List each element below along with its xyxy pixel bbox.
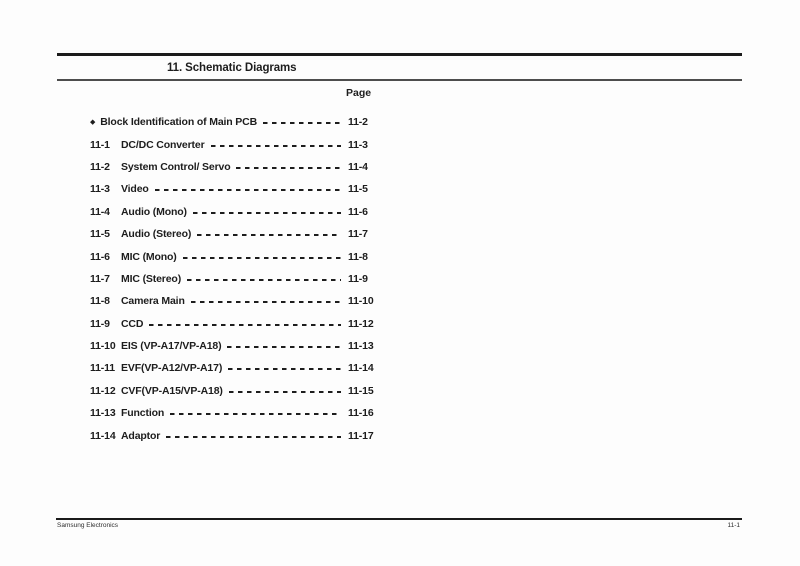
dashed-leader <box>211 145 341 147</box>
page-column-label: Page <box>346 87 372 99</box>
toc-item-title: System Control/ Servo <box>121 160 231 173</box>
toc-item-page: 11-12 <box>348 317 374 330</box>
toc-item-number: 11-1 <box>90 138 110 151</box>
dashed-leader <box>149 324 341 326</box>
dashed-leader <box>166 436 341 438</box>
toc-row <box>90 223 374 245</box>
toc-row <box>90 402 374 424</box>
toc-item-title: Video <box>121 183 149 196</box>
toc-row <box>90 156 374 178</box>
toc-item-page: 11-7 <box>348 228 368 241</box>
toc-item-title: Block Identification of Main PCB <box>100 116 258 129</box>
toc-item-number: 11-4 <box>90 205 110 218</box>
toc-item-title: Audio (Stereo) <box>121 228 192 241</box>
toc-row <box>90 111 374 133</box>
footer-page-number: 11-1 <box>727 522 740 529</box>
toc-item-page: 11-15 <box>348 384 374 397</box>
toc-item-page: 11-2 <box>348 116 368 129</box>
toc-row <box>90 201 374 223</box>
toc-item-title: Camera Main <box>121 295 185 308</box>
toc-row <box>90 133 374 155</box>
footer-rule <box>56 518 742 520</box>
toc-item-page: 11-9 <box>348 272 368 285</box>
toc-item-title: MIC (Stereo) <box>121 272 182 285</box>
toc-item-number: 11-8 <box>90 295 110 308</box>
toc-list <box>90 111 374 447</box>
toc-item-page: 11-8 <box>348 250 368 263</box>
toc-item-number: 11-9 <box>90 317 110 330</box>
dashed-leader <box>193 212 341 214</box>
header-rule-bottom <box>57 79 742 81</box>
toc-item-title: Function <box>121 407 165 420</box>
dashed-leader <box>187 279 341 281</box>
toc-item-page: 11-10 <box>348 295 374 308</box>
toc-row <box>90 380 374 402</box>
toc-item-number: 11-10 <box>90 340 116 353</box>
footer <box>57 522 740 529</box>
dashed-leader <box>170 413 341 415</box>
toc-row <box>90 335 374 357</box>
toc-row <box>90 268 374 290</box>
toc-row <box>90 245 374 267</box>
toc-item-page: 11-16 <box>348 407 374 420</box>
dashed-leader <box>227 346 341 348</box>
toc-item-title: Adaptor <box>121 429 161 442</box>
toc-item-number: 11-6 <box>90 250 110 263</box>
toc-item-page: 11-13 <box>348 340 374 353</box>
toc-item-number: 11-5 <box>90 228 110 241</box>
toc-item-page: 11-14 <box>348 362 374 375</box>
dashed-leader <box>228 368 341 370</box>
toc-row <box>90 424 374 446</box>
toc-row <box>90 357 374 379</box>
toc-item-number: ◆ <box>90 118 96 126</box>
toc-item-number: 11-12 <box>90 384 116 397</box>
toc-item-page: 11-3 <box>348 138 368 151</box>
toc-item-title: EVF(VP-A12/VP-A17) <box>121 362 223 375</box>
toc-item-page: 11-6 <box>348 205 368 218</box>
toc-item-number: 11-2 <box>90 160 110 173</box>
header-rule-top <box>57 53 742 56</box>
toc-item-title: CVF(VP-A15/VP-A18) <box>121 384 223 397</box>
toc-item-number: 11-14 <box>90 429 116 442</box>
toc-item-title: Audio (Mono) <box>121 205 187 218</box>
dashed-leader <box>229 391 341 393</box>
dashed-leader <box>183 257 341 259</box>
toc-item-title: EIS (VP-A17/VP-A18) <box>121 340 222 353</box>
dashed-leader <box>155 189 341 191</box>
toc-item-page: 11-5 <box>348 183 368 196</box>
toc-row <box>90 313 374 335</box>
dashed-leader <box>197 234 341 236</box>
toc-item-page: 11-4 <box>348 160 368 173</box>
toc-item-number: 11-3 <box>90 183 110 196</box>
footer-company: Samsung Electronics <box>57 522 119 529</box>
page-title: 11. Schematic Diagrams <box>167 62 297 74</box>
toc-item-page: 11-17 <box>348 429 374 442</box>
toc-item-number: 11-11 <box>90 362 115 375</box>
toc-row <box>90 290 374 312</box>
toc-item-title: DC/DC Converter <box>121 138 205 151</box>
toc-item-number: 11-13 <box>90 407 116 420</box>
toc-item-title: CCD <box>121 317 144 330</box>
dashed-leader <box>263 122 341 124</box>
dashed-leader <box>191 301 341 303</box>
toc-row <box>90 178 374 200</box>
toc-item-number: 11-7 <box>90 272 110 285</box>
toc-item-title: MIC (Mono) <box>121 250 177 263</box>
dashed-leader <box>236 167 341 169</box>
